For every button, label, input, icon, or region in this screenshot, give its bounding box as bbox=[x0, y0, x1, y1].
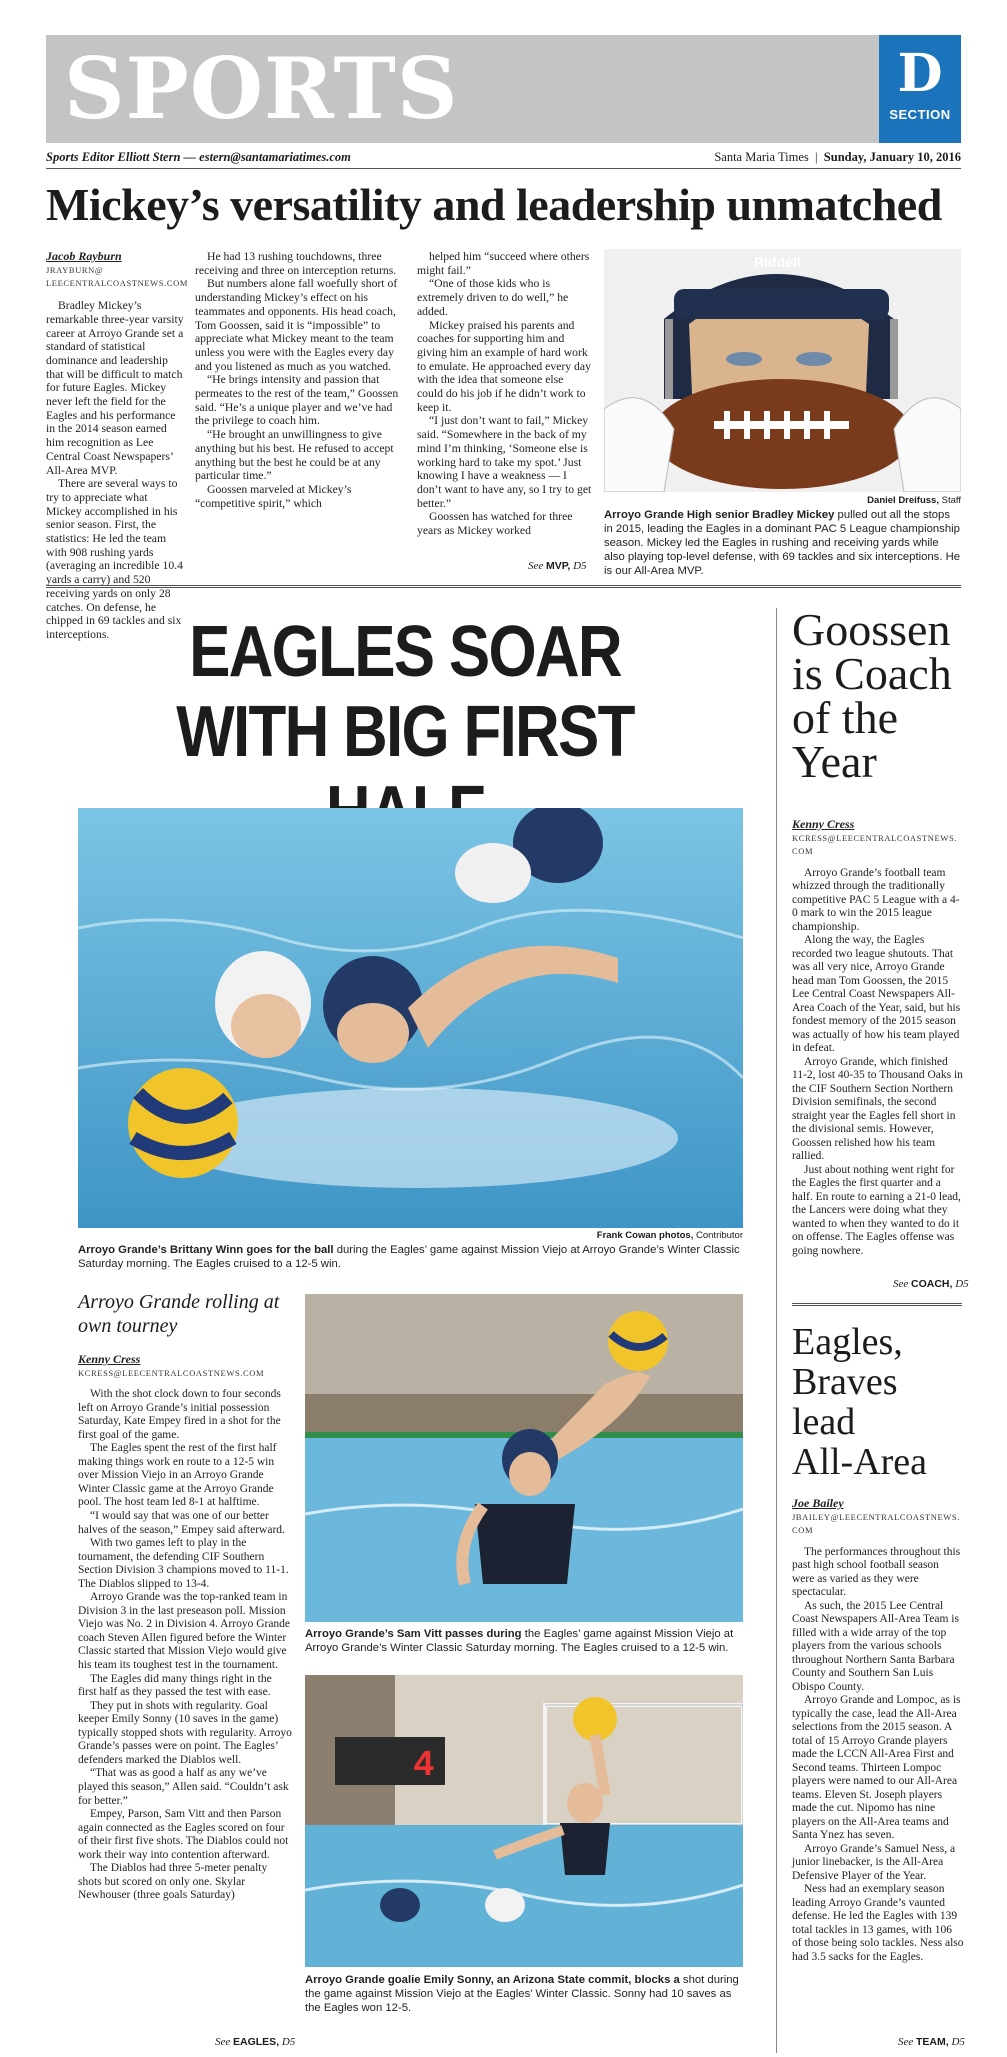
story4-body bbox=[792, 1497, 964, 1964]
water-polo-illustration bbox=[78, 808, 743, 1228]
football-player-illustration bbox=[604, 249, 961, 492]
story1-headline: Mickey’s versatility and leadership unmatched bbox=[46, 179, 942, 230]
jump-word: TEAM, bbox=[916, 2036, 949, 2048]
emily-sonny-photo bbox=[305, 1675, 743, 1967]
jump-word: MVP, bbox=[546, 560, 571, 572]
story2-paragraph: The Eagles spent the rest of the first half making things work en route to a 12-5 win over Mission Viejo in an Arroyo Grande Winter Classic game at the Arroyo Grande pool. The host team led 8-1 at halftime. bbox=[78, 1442, 277, 1509]
story3-headline-line: Goossen bbox=[792, 604, 951, 655]
sports-editor-credit: Sports Editor Elliott Stern — estern@santamariatimes.com bbox=[46, 150, 351, 164]
story3-paragraph: Arroyo Grande, which finished 11-2, lost 40-35 to Thousand Oaks in the CIF Southern Section Northern Division semifinals, the second straight year the Eagles fell short in the divisional semis. However, Goossen relished how his team rallied. bbox=[792, 1055, 963, 1162]
jump-page: D5 bbox=[951, 2036, 965, 2048]
story1-paragraph: helped him “succeed where others might fail.” bbox=[417, 250, 590, 277]
story3-headline bbox=[792, 604, 972, 787]
water-polo-main-photo bbox=[78, 808, 743, 1228]
story2-paragraph: The Diablos had three 5-meter penalty shots but scored on only one. Skylar Newhouser (three goals Saturday) bbox=[78, 1862, 268, 1902]
right-rail-divider bbox=[776, 608, 777, 2053]
section-badge bbox=[879, 35, 961, 143]
story1-paragraph: Goossen has watched for three years as Mickey worked bbox=[417, 510, 573, 538]
story2-photo-credit bbox=[78, 1230, 743, 1241]
story4-paragraph: The performances throughout this past high school football season were as varied as they were spectacular. bbox=[792, 1545, 961, 1598]
story2-body bbox=[78, 1353, 293, 1903]
story4-paragraph: Arroyo Grande’s Samuel Ness, a junior linebacker, is the All-Area Defensive Player of the Year. bbox=[792, 1842, 956, 1882]
section-masthead bbox=[46, 35, 961, 143]
story3-body bbox=[792, 818, 964, 1258]
story1-jump-link[interactable] bbox=[528, 560, 587, 572]
credit-name: Frank Cowan photos, bbox=[596, 1230, 694, 1241]
right-rail-rule bbox=[792, 1303, 962, 1306]
story3-email-tld: COM bbox=[792, 846, 814, 856]
story2-paragraph: With two games left to play in the tournament, the defending CIF Southern Section Division 3 champions moved to 11-1. The Diablos slipped to 13-4. bbox=[78, 1537, 289, 1590]
issue-date: Sunday, January 10, 2016 bbox=[823, 150, 961, 164]
caption-text: the Eagles’ game against Mission Viejo at Arroyo Grande’s Winter Classic Saturday morning. The Eagles cruised to a 12-5 win. bbox=[305, 1628, 734, 1654]
story1-paragraph: He had 13 rushing touchdowns, three receiving and three on interception returns. bbox=[195, 250, 397, 277]
story1-caption bbox=[604, 508, 961, 578]
jump-page: D5 bbox=[573, 560, 587, 572]
paper-dateline: Santa Maria Times | Sunday, January 10, 2016 bbox=[714, 150, 961, 164]
story3-paragraph: Arroyo Grande’s football team whizzed through the traditionally competitive PAC 5 League with a 4-0 mark to win the 2015 league championship. bbox=[792, 866, 960, 933]
caption-text: during the Eagles’ game against Mission Viejo at Arroyo Grande’s Winter Classic Saturday morning. The Eagles cruised to a 12-5 win. bbox=[78, 1244, 740, 1270]
passing-player-illustration bbox=[305, 1294, 743, 1622]
top-rule bbox=[46, 168, 961, 169]
story1-paragraph: Mickey praised his parents and coaches for supporting him and giving him an example of hard work to emulate. He approached every day with the idea that someone else could do his job if he didn’t work to keep it. bbox=[417, 318, 591, 414]
story1-column-2 bbox=[195, 250, 405, 510]
story4-headline bbox=[792, 1322, 972, 1482]
story3-paragraph: Along the way, the Eagles recorded two league shutouts. That was all very nice, Arroyo Grande head man Tom Goossen, the 2015 Lee Central Coast Newspapers All-Area Coach of the Year, said, but his fondest memory of the 2015 season was actually of how his team played in defeat. bbox=[792, 934, 961, 1054]
story2-caption-3 bbox=[305, 1973, 750, 2015]
story1-paragraph: “I just don’t want to fail,” Mickey said. “Somewhere in the back of my mind I’m thinking, ‘Someone else is working hard to take my spot.’ Just knowing I have a weakness — I don’t want to have any, so I try to get better.” bbox=[417, 414, 592, 510]
jump-page: D5 bbox=[281, 2036, 296, 2048]
section-divider bbox=[46, 585, 961, 588]
story4-headline-line: Eagles, bbox=[792, 1321, 903, 1363]
byline-bar bbox=[46, 150, 961, 168]
jump-prefix: See bbox=[898, 2036, 914, 2048]
story4-paragraph: As such, the 2015 Lee Central Coast Newspapers All-Area Team is filled with a wide array of the top players from the various schools throughout Northern Santa Barbara County and Southern San Luis Obispo County. bbox=[792, 1599, 959, 1693]
story4-paragraph: Arroyo Grande and Lompoc, as is typically the case, lead the All-Area selections from the 2015 season. A total of 15 Arroyo Grande players made the LCCN All-Area First and Second teams. Thirteen Lompoc players were named to our All-Area teams. Eleven St. Joseph players made the cut. Nipomo has nine players on the All-Area teams and Santa Ynez has seven. bbox=[792, 1694, 961, 1841]
goalie-illustration bbox=[305, 1675, 743, 1967]
shot-clock-digit: 4 bbox=[413, 1745, 435, 1786]
credit-role: Contributor bbox=[696, 1230, 743, 1241]
jump-prefix: See bbox=[215, 2036, 231, 2048]
mickey-photo bbox=[604, 249, 961, 492]
story2-caption bbox=[78, 1243, 743, 1271]
story2-paragraph: Arroyo Grande was the top-ranked team in Division 3 in the last preseason poll. Mission Viejo was No. 2 in Division 4. Arroyo Grande coach Steven Allen figured before the Winter Classic started that Mission Viejo would give his team its toughest test in the tournament. bbox=[78, 1591, 291, 1672]
story2-paragraph: They put in shots with regularity. Goal keeper Emily Sonny (10 saves in the game) typically stopped shots with regularity. Arroyo Grande’s passes were on point. The Eagles’ defenders marked the Diablos well. bbox=[78, 1699, 292, 1766]
section-label: SECTION bbox=[889, 107, 951, 122]
story1-email-domain: LEECENTRALCOASTNEWS.COM bbox=[46, 278, 189, 289]
helmet-brand: Riddell bbox=[754, 254, 801, 270]
story2-paragraph: “I would say that was one of our better halves of the season,” Empey said afterward. bbox=[78, 1510, 285, 1536]
story3-jump-link[interactable] bbox=[893, 1278, 969, 1290]
jump-page: D5 bbox=[955, 1278, 969, 1290]
credit-role: Staff bbox=[941, 495, 961, 506]
story2-subhead: Arroyo Grande rolling at own tourney bbox=[78, 1291, 280, 1337]
story1-email: JRAYBURN@ bbox=[46, 264, 104, 275]
story2-headline-line-2: WITH BIG FIRST bbox=[176, 692, 634, 772]
caption-text: shot during the game against Mission Viejo at the Eagles’ Winter Classic. Sonny had 10 saves as the Eagles won 12-5. bbox=[305, 1974, 739, 2014]
story3-headline-line: Year bbox=[792, 736, 877, 787]
story2-author: Kenny Cress bbox=[78, 1352, 141, 1366]
paper-name: Santa Maria Times bbox=[714, 150, 809, 164]
story1-photo-credit bbox=[604, 495, 961, 506]
story3-headline-line: of the bbox=[792, 692, 899, 743]
story2-email: KCRESS@LEECENTRALCOASTNEWS.COM bbox=[78, 1367, 265, 1378]
jump-word: COACH, bbox=[911, 1278, 953, 1290]
story1-column-1 bbox=[46, 249, 189, 642]
story2-caption-2 bbox=[305, 1627, 750, 1655]
sam-vitt-photo bbox=[305, 1294, 743, 1622]
story4-author: Joe Bailey bbox=[792, 1496, 844, 1510]
caption-lead: Arroyo Grande High senior Bradley Mickey bbox=[604, 509, 835, 521]
story3-paragraph: Just about nothing went right for the Eagles the first quarter and a half. En route to earning a 21-0 lead, the Lancers were doing what they wanted to when they wanted to do it on offense. The Eagles offense was going nowhere. bbox=[792, 1163, 961, 1257]
caption-lead: Arroyo Grande’s Brittany Winn goes for the ball bbox=[78, 1244, 334, 1256]
jump-prefix: See bbox=[528, 560, 544, 572]
story1-paragraph: Goossen marveled at Mickey’s “competitive spirit,” which bbox=[195, 482, 352, 510]
story2-paragraph: “That was as good a half as any we’ve played this season,” Allen said. “Couldn’t ask for better.” bbox=[78, 1767, 289, 1807]
story1-paragraph: There are several ways to try to appreciate what Mickey accomplished in his senior season. First, the statistics: He led the team with 908 rushing yards (averaging an incredible 10.4 yards a carry) and 520 receiving yards on only 28 catches. On defense, he chipped in 69 tackles and six interceptions. bbox=[46, 477, 183, 641]
jump-word: EAGLES, bbox=[233, 2036, 280, 2048]
caption-lead: Arroyo Grande’s Sam Vitt passes during bbox=[305, 1628, 522, 1640]
story4-email: JBAILEY@LEECENTRALCOASTNEWS. bbox=[792, 1511, 960, 1522]
credit-name: Daniel Dreifuss, bbox=[867, 495, 939, 506]
story2-headline-line-1: EAGLES SOAR bbox=[189, 612, 621, 692]
story1-paragraph: But numbers alone fall woefully short of understanding Mickey’s effect on his teammates and opponents. His head coach, Tom Goossen, said it is “impossible” to appreciate what Mickey meant to the team unless you were with the Eagles every day and you listened as much as you watched. bbox=[195, 277, 398, 373]
caption-lead: Arroyo Grande goalie Emily Sonny, an Arizona State commit, blocks a bbox=[305, 1974, 680, 1986]
story2-jump-link[interactable] bbox=[215, 2036, 295, 2048]
story1-paragraph: “He brought an unwillingness to give anything but his best. He refused to accept anything but the best he could be at any particular time.” bbox=[195, 428, 394, 483]
story2-paragraph: Empey, Parson, Sam Vitt and then Parson again connected as the Eagles scored on four of their first five shots. The Diablos could not work their way into contention afterward. bbox=[78, 1808, 289, 1861]
story4-paragraph: Ness had an exemplary season leading Arroyo Grande’s vaunted defense. He led the Eagles with 139 total tackles in 13 games, with 106 of those being solo tackles. Ness also had 3.5 sacks for the Eagles. bbox=[792, 1883, 964, 1963]
story3-author: Kenny Cress bbox=[792, 817, 855, 831]
story1-paragraph: Bradley Mickey’s remarkable three-year varsity career at Arroyo Grande set a standard of statistical dominance and leadership that will be difficult to match for future Eagles. Mickey never left the field for the Eagles and his performance in the 2014 season earned him recognition as Lee Central Coast Newspapers’ All-Area MVP. bbox=[46, 299, 184, 477]
story1-paragraph: “One of those kids who is extremely driven to do well,” he added. bbox=[417, 277, 569, 318]
story1-paragraph: “He brings intensity and passion that permeates to the rest of the team,” Goossen said. “He’s a unique player and we’ve had the privilege to coach him. bbox=[195, 373, 399, 428]
story4-jump-link[interactable] bbox=[898, 2036, 965, 2048]
section-letter: D bbox=[897, 43, 943, 104]
story4-headline-line: All-Area bbox=[792, 1441, 928, 1483]
story1-author: Jacob Rayburn bbox=[46, 249, 122, 263]
section-title: SPORTS bbox=[64, 39, 459, 138]
story2-paragraph: The Eagles did many things right in the first half as they passed the test with ease. bbox=[78, 1672, 272, 1699]
story2-paragraph: With the shot clock down to four seconds left on Arroyo Grande’s initial possession Saturday, Kate Empey fired in a shot for the first goal of the game. bbox=[78, 1388, 281, 1441]
story3-email: KCRESS@LEECENTRALCOASTNEWS. bbox=[792, 832, 957, 843]
story4-headline-line: lead bbox=[792, 1401, 856, 1443]
story3-headline-line: is Coach bbox=[792, 648, 952, 699]
jump-prefix: See bbox=[893, 1278, 909, 1290]
story4-email-tld: COM bbox=[792, 1525, 814, 1535]
story4-headline-line: Braves bbox=[792, 1361, 898, 1403]
story1-column-3 bbox=[417, 250, 592, 538]
caption-text: pulled out all the stops in 2015, leading the Eagles in a dominant PAC 5 League championship season. Mickey led the Eagles in rushing and receiving yards while also playing top-level defense, with 69 tackles and six interceptions. He is our All-Area MVP. bbox=[604, 509, 961, 577]
